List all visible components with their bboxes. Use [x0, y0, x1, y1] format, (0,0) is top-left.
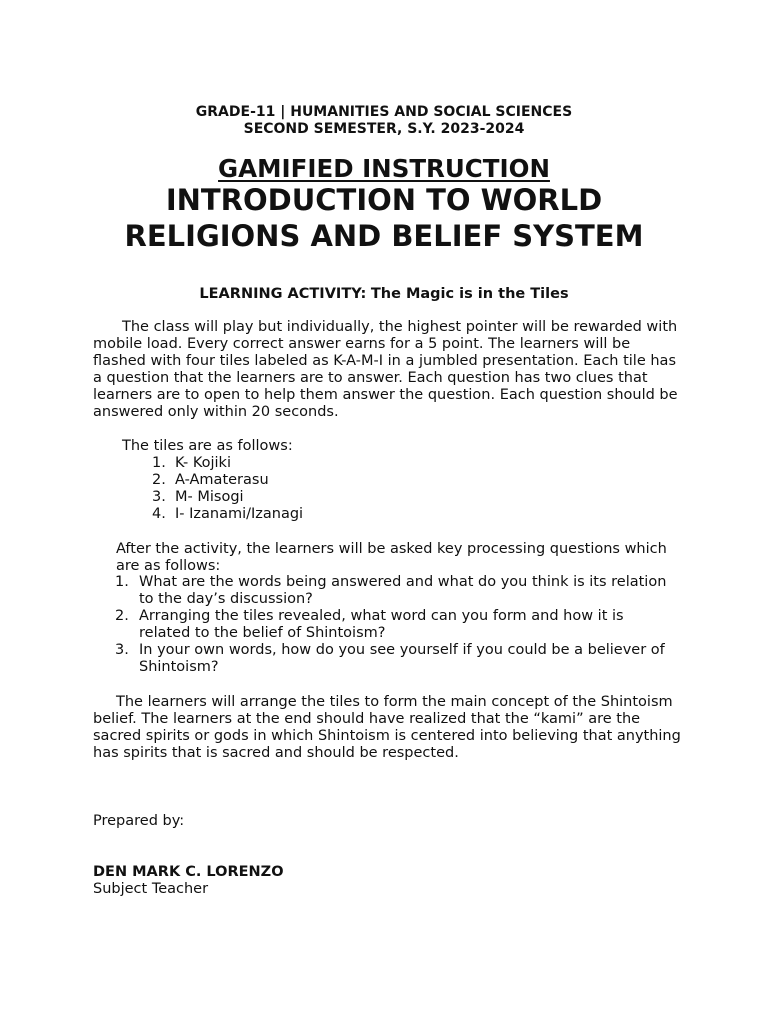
activity-label: LEARNING ACTIVITY: [199, 286, 367, 302]
document-page: GRADE-11 | HUMANITIES AND SOCIAL SCIENCES SECOND SEMESTER, S.Y. 2023-2024 GAMIFIED INSTRUCTION INTRODUCTION TO WORLD RELIGIONS AND BELIEF SYSTEM LEARNING ACTIVITY: The Magic is in the Tiles The class will play but individually, the highest pointer will be rewarded with mobile load. Every correct answer earns for a 5 point. The learners will be flashed with four tiles labeled as K-A-M-I in a jumbled presentation. Each tile has a question that the learners are to answer. Each question has two clues that learners are to open to help them answer the question. Each question should be answered only within 20 seconds. The tiles are as follows: 1. K- Kojiki 2. A-Amaterasu 3. M- Misogi 4. I- Izanami/Izanagi After the activity, the learners will be asked key processing questions which are as follows: 1. What are the words being answered and what do you think is its relation to the day’s discussion? 2. Arranging the tiles revealed, what word can you form and how it is related to the belief of Shintoism? 3. In your own words, how do you see yourself if you could be a believer of Shintoism? The learners will arrange the tiles to form the main concept of the Shintoism belief. The learners at the end should have realized that the “kami” are the sacred spirits or gods in which Shintoism is centered into believing that anything has spirits that is sacred and should be respected. Prepared by: DEN MARK C. LORENZO Subject Teacher [0, 0, 768, 1024]
activity-name: The Magic is in the Tiles [370, 286, 569, 302]
subject-title-line-2: RELIGIONS AND BELIEF SYSTEM [124, 219, 644, 253]
teacher-name: DEN MARK C. LORENZO [93, 864, 284, 880]
subject-title [0, 182, 768, 254]
teacher-role: Subject Teacher [93, 881, 209, 897]
subject-title-line-1: INTRODUCTION TO WORLD [165, 183, 603, 217]
conclusion-paragraph: The learners will arrange the tiles to form the main concept of the Shintoism belief. The learners at the end should have realized that the “kami” are the sacred spirits or gods in which Shintoism is centered into believing that anything has spirits that is sacred and should be respected. [93, 694, 681, 761]
grade-strand-header: GRADE-11 | HUMANITIES AND SOCIAL SCIENCES [195, 104, 573, 120]
processing-questions-intro: After the activity, the learners will be asked key processing questions which are as follows: [116, 541, 667, 574]
learning-activity-heading [0, 285, 768, 303]
list-item: 1. What are the words being answered and what do you think is its relation to the day’s discussion? [115, 574, 667, 607]
processing-questions-list [93, 574, 673, 676]
list-item: 3. In your own words, how do you see yourself if you could be a believer of Shintoism? [115, 642, 665, 675]
list-item: 2. Arranging the tiles revealed, what word can you form and how it is related to the belief of Shintoism? [115, 608, 624, 641]
instructions-paragraph: The class will play but individually, the highest pointer will be rewarded with mobile load. Every correct answer earns for a 5 point. The learners will be flashed with four tiles labeled as K-A-M-I in a jumbled presentation. Each tile has a question that the learners are to answer. Each question has two clues that learners are to open to help them answer the question. Each question should be answered only within 20 seconds. [93, 319, 678, 420]
gamified-instruction-title: GAMIFIED INSTRUCTION [218, 154, 550, 183]
tiles-intro: The tiles are as follows: [122, 438, 293, 454]
semester-header: SECOND SEMESTER, S.Y. 2023-2024 [243, 121, 525, 137]
prepared-by-label: Prepared by: [93, 813, 185, 829]
